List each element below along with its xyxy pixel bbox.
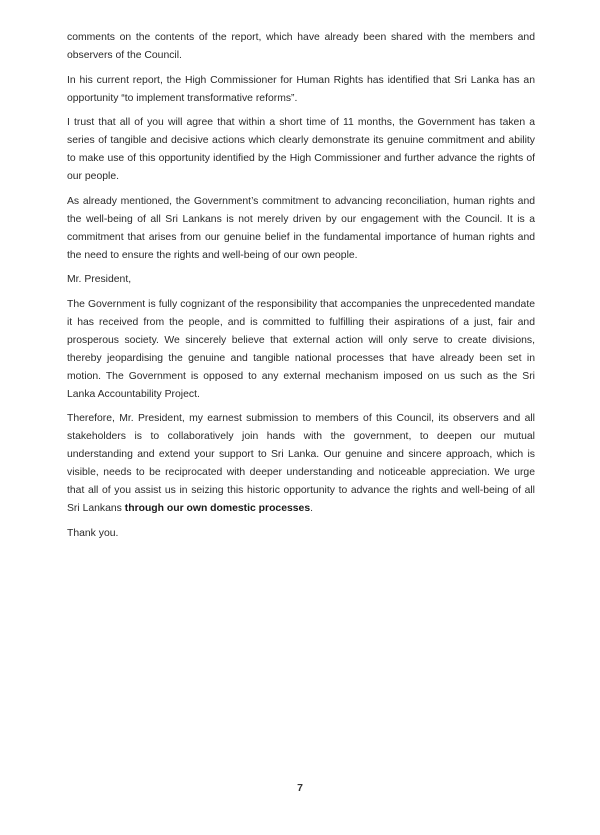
paragraph-government-actions: I trust that all of you will agree that within a short time of 11 months, the Government has taken a series of tangible and decisive actions which clearly demonstrate its genuine commitment and ability to make use of this opportunity identified by the High Commissioner and further advance the rights of our people. <box>67 117 535 182</box>
document-body <box>67 29 535 549</box>
paragraph-submission <box>67 410 535 518</box>
paragraph-report-comments: comments on the contents of the report, which have already been shared with the members and observers of the Council. <box>67 32 535 61</box>
paragraph-high-commissioner: In his current report, the High Commissioner for Human Rights has identified that Sri Lanka has an opportunity “to implement transformative reforms”. <box>67 74 535 104</box>
submission-text: Therefore, Mr. President, my earnest submission to members of this Council, its observers and all stakeholders is to collaboratively join hands with the government, to deepen our mutual understanding and extend your support to Sri Lanka. Our genuine and sincere approach, which is visible, needs to be reciprocated with deeper understanding and noticeable appreciation. We urge that all of you assist us in seizing this historic opportunity to advance the rights and well-being of all Sri Lankans <box>67 413 535 514</box>
paragraph-commitment: As already mentioned, the Government’s commitment to advancing reconciliation, human rights and the well-being of all Sri Lankans is not merely driven by our engagement with the Council. It is a commitment that arises from our genuine belief in the fundamental importance of human rights and the need to ensure the rights and well-being of our own people. <box>67 195 535 261</box>
page-number: 7 <box>297 782 303 794</box>
paragraph-mandate: The Government is fully cognizant of the responsibility that accompanies the unprecedented mandate it has received from the people, and is committed to fulfilling their aspirations of a just, fair and prosperous society. We sincerely believe that external action will only serve to create divisions, thereby jeopardising the genuine and tangible national processes that have already been set in motion. The Government is opposed to any external mechanism imposed on us such as the Sri Lanka Accountability Project. <box>67 298 535 400</box>
salutation: Mr. President, <box>67 274 132 285</box>
closing: Thank you. <box>67 527 119 539</box>
emphasized-text: through our own domestic processes <box>124 503 311 514</box>
submission-end-punctuation: . <box>310 503 313 514</box>
